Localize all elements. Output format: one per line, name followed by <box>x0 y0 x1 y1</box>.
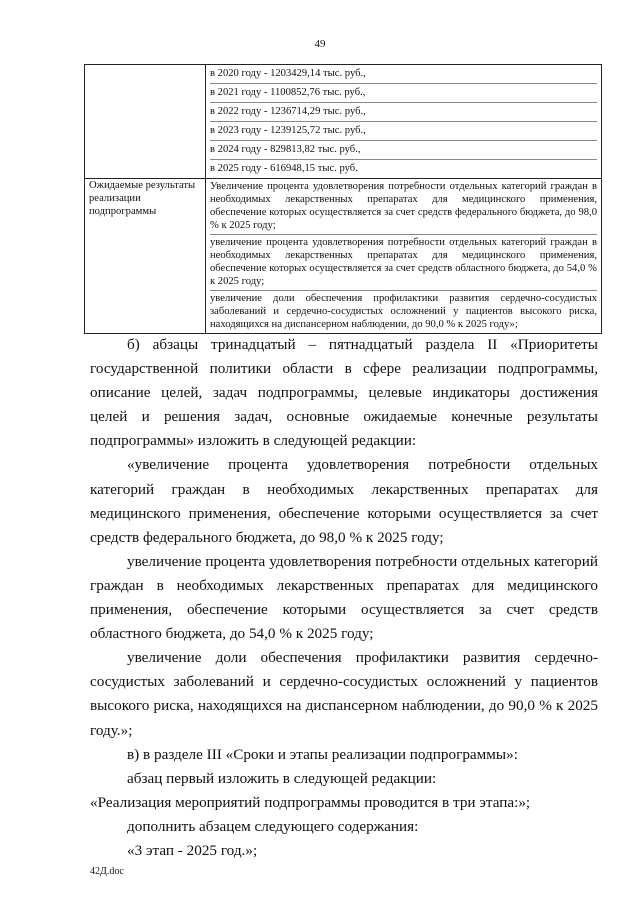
paragraph: абзац первый изложить в следующей редакции: <box>127 769 437 787</box>
results-row <box>85 179 602 334</box>
paragraph: «Реализация мероприятий подпрограммы проводится в три этапа:»; <box>90 793 531 811</box>
financing-line: в 2020 году - 1203429,14 тыс. руб., <box>210 65 597 84</box>
page-number: 49 <box>314 38 326 50</box>
financing-line: в 2023 году - 1239125,72 тыс. руб., <box>210 122 597 141</box>
document-body <box>90 333 598 863</box>
paragraph: дополнить абзацем следующего содержания: <box>127 817 419 835</box>
financing-line: в 2021 году - 1100852,76 тыс. руб., <box>210 84 597 103</box>
paragraph: увеличение процента удовлетворения потребности отдельных категорий граждан в необходимых лекарственных препаратах для медицинского применения, обеспечение которыми осуществляется за счет средств областного бюджета, до 54,0 % к 2025 году; <box>90 552 598 643</box>
paragraph: б) абзацы тринадцатый – пятнадцатый раздела II «Приоритеты государственной политики области в сфере реализации подпрограммы, описание целей, задач подпрограммы, целевые индикаторы достижения целей и решения задач, основные ожидаемые конечные результаты подпрограммы» изложить в следующей редакции: <box>90 336 598 450</box>
results-values-cell <box>206 179 602 334</box>
paragraph: в) в разделе III «Сроки и этапы реализации подпрограммы»: <box>127 745 518 763</box>
result-item: увеличение доли обеспечения профилактики развития сердечно-сосудистых заболеваний и сердечно-сосудистых осложнений у пациентов высокого риска, находящихся на диспансерном наблюдении, до 90,0 % к 2025 году»; <box>210 293 597 330</box>
result-item: Увеличение процента удовлетворения потребности отдельных категорий граждан в необходимых лекарственных препаратах для медицинского применения, обеспечение которых осуществляется за счет средств федерального бюджета, до 98,0 % к 2025 году; <box>210 179 597 235</box>
results-label-cell: Ожидаемые результаты реализации подпрограммы <box>85 179 206 334</box>
subprogram-passport-table <box>84 64 602 334</box>
paragraph: «3 этап - 2025 год.»; <box>127 841 258 859</box>
financing-values-cell <box>206 65 602 179</box>
financing-line: в 2024 году - 829813,82 тыс. руб., <box>210 141 597 160</box>
financing-line: в 2025 году - 616948,15 тыс. руб. <box>210 163 358 174</box>
result-item: увеличение процента удовлетворения потребности отдельных категорий граждан в необходимых лекарственных препаратах для медицинского применения, обеспечение которых осуществляется за счет средств областного бюджета, до 54,0 % к 2025 году; <box>210 235 597 291</box>
financing-label-cell <box>85 65 206 179</box>
financing-row <box>85 65 602 179</box>
paragraph: увеличение доли обеспечения профилактики развития сердечно-сосудистых заболеваний и сердечно-сосудистых осложнений у пациентов высокого риска, находящихся на диспансерном наблюдении, до 90,0 % к 2025 году.»; <box>90 649 598 739</box>
footer-filename: 42Д.doc <box>90 866 124 877</box>
financing-line: в 2022 году - 1236714,29 тыс. руб., <box>210 103 597 122</box>
paragraph: «увеличение процента удовлетворения потребности отдельных категорий граждан в необходимых лекарственных препаратах для медицинского применения, обеспечение которыми осуществляется за счет средств федерального бюджета, до 98,0 % к 2025 году; <box>90 456 598 546</box>
